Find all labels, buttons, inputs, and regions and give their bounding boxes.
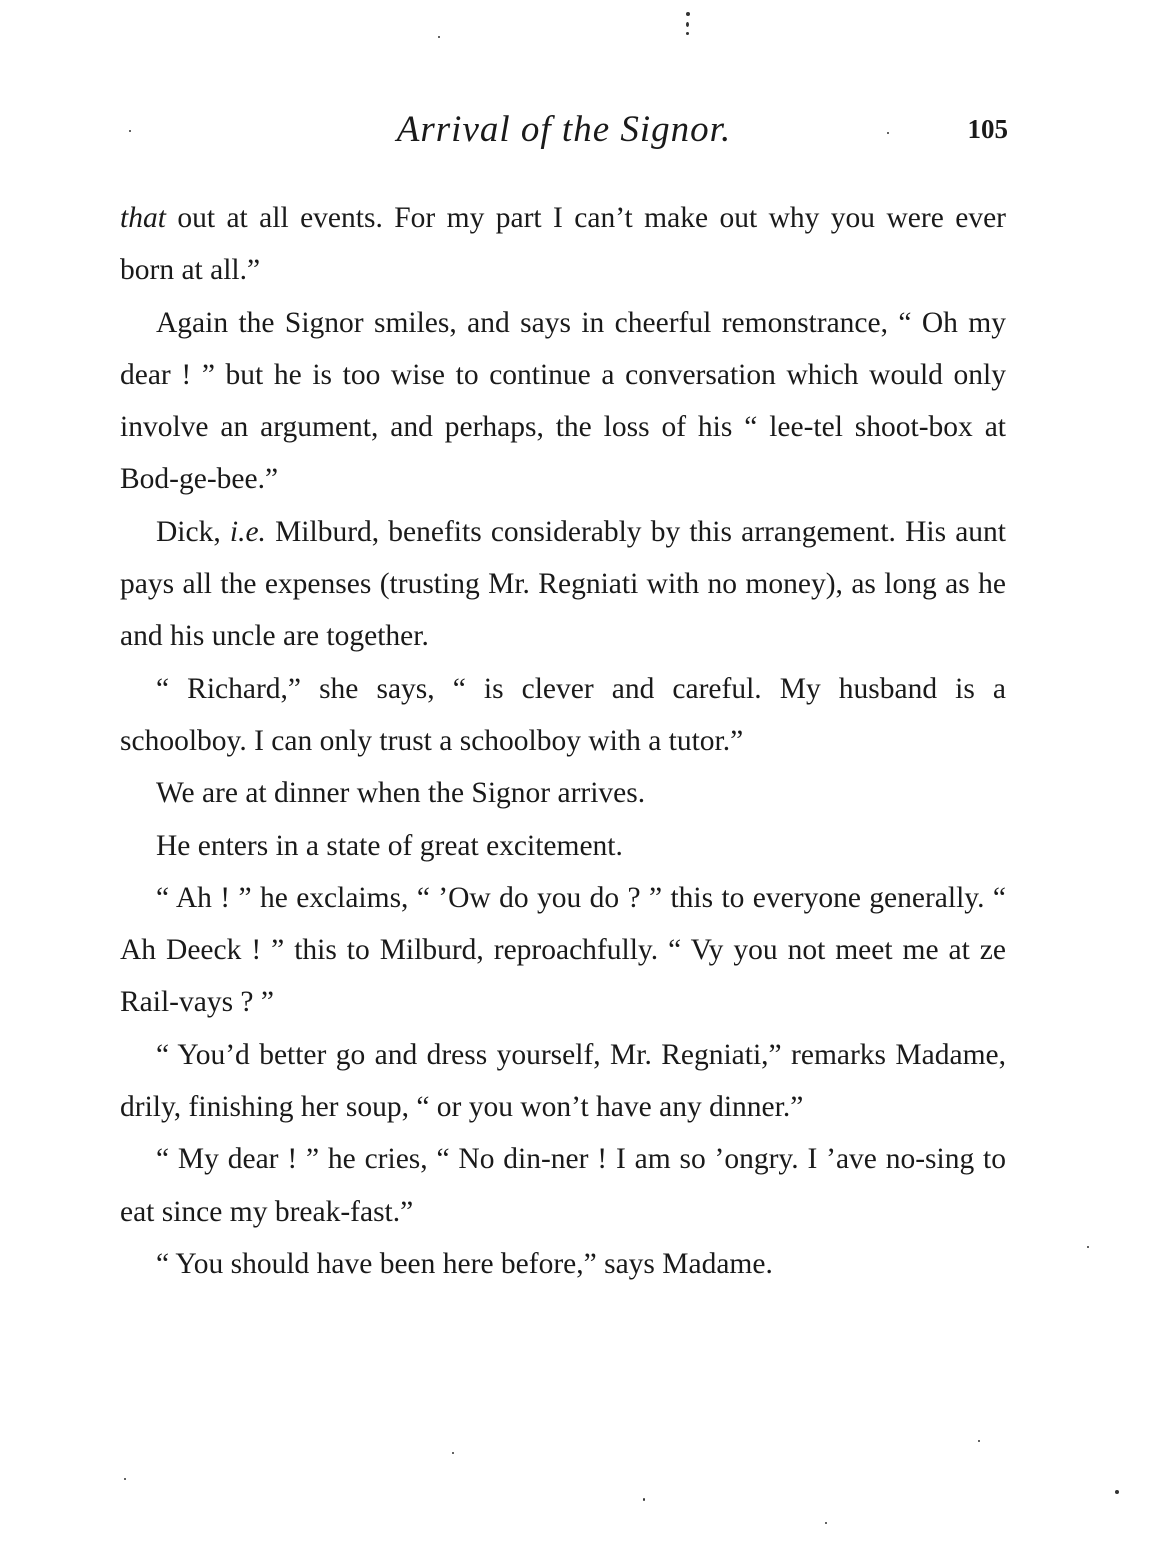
paragraph-10: “ You should have been here before,” says Madame. xyxy=(156,1247,773,1280)
scan-speck xyxy=(686,22,689,27)
paragraph-1 xyxy=(120,192,1006,297)
paragraph-9: “ My dear ! ” he cries, “ No din-ner ! I am so ’ongry. I ’ave no-sing to eat since my break-fast.” xyxy=(120,1143,1006,1228)
scan-speck xyxy=(124,1478,126,1480)
paragraph-5: We are at dinner when the Signor arrives. xyxy=(156,777,646,810)
running-title: Arrival of the Signor. xyxy=(396,109,732,150)
scan-speck xyxy=(978,1440,980,1442)
emphasis-ie: i.e. xyxy=(229,515,266,548)
paragraph-6: He enters in a state of great excitement. xyxy=(156,829,623,862)
paragraph-2: Again the Signor smiles, and says in cheerful remonstrance, “ Oh my dear ! ” but he is too wise to continue a conversation which would only involve an argument, and perhaps, the loss of his “ lee-tel shoot-box at Bod-ge-bee.” xyxy=(120,306,1006,496)
scan-speck xyxy=(129,130,131,132)
running-head xyxy=(120,108,1008,158)
scan-speck xyxy=(643,1498,645,1501)
paragraph-8: “ You’d better go and dress yourself, Mr. Regniati,” remarks Madame, drily, finishing her soup, “ or you won’t have any dinner.” xyxy=(120,1038,1006,1124)
page-number: 105 xyxy=(967,114,1008,144)
scan-speck xyxy=(825,1522,827,1524)
paragraph-4: “ Richard,” she says, “ is clever and careful. My husband is a schoolboy. I can only trust a schoolboy with a tutor.” xyxy=(120,672,1006,757)
scan-speck xyxy=(686,32,689,35)
scan-speck xyxy=(1087,1246,1089,1248)
paragraph-3-text: Milburd, benefits considerably by this arrangement. His aunt pays all the expenses (trusting Mr. Regniati with no money), as long as he and his uncle are together. xyxy=(120,515,1006,653)
scan-speck xyxy=(452,1452,454,1454)
emphasis-that: that xyxy=(120,202,166,234)
scan-speck xyxy=(686,12,690,16)
body-text xyxy=(120,192,1006,1290)
paragraph-7: “ Ah ! ” he exclaims, “ ’Ow do you do ? ” this to everyone generally. “ Ah Deeck ! ” this to Milburd, reproachfully. “ Vy you not meet me at ze Rail-vays ? ” xyxy=(120,881,1006,1019)
scan-speck xyxy=(1115,1490,1119,1494)
scan-speck xyxy=(887,132,889,134)
paragraph-1-text: out at all events. For my part I can’t make out why you were ever born at all.” xyxy=(120,202,1006,287)
scan-speck xyxy=(438,36,440,38)
paragraph-3 xyxy=(120,506,1006,663)
paragraph-3-start: Dick, xyxy=(156,515,230,548)
